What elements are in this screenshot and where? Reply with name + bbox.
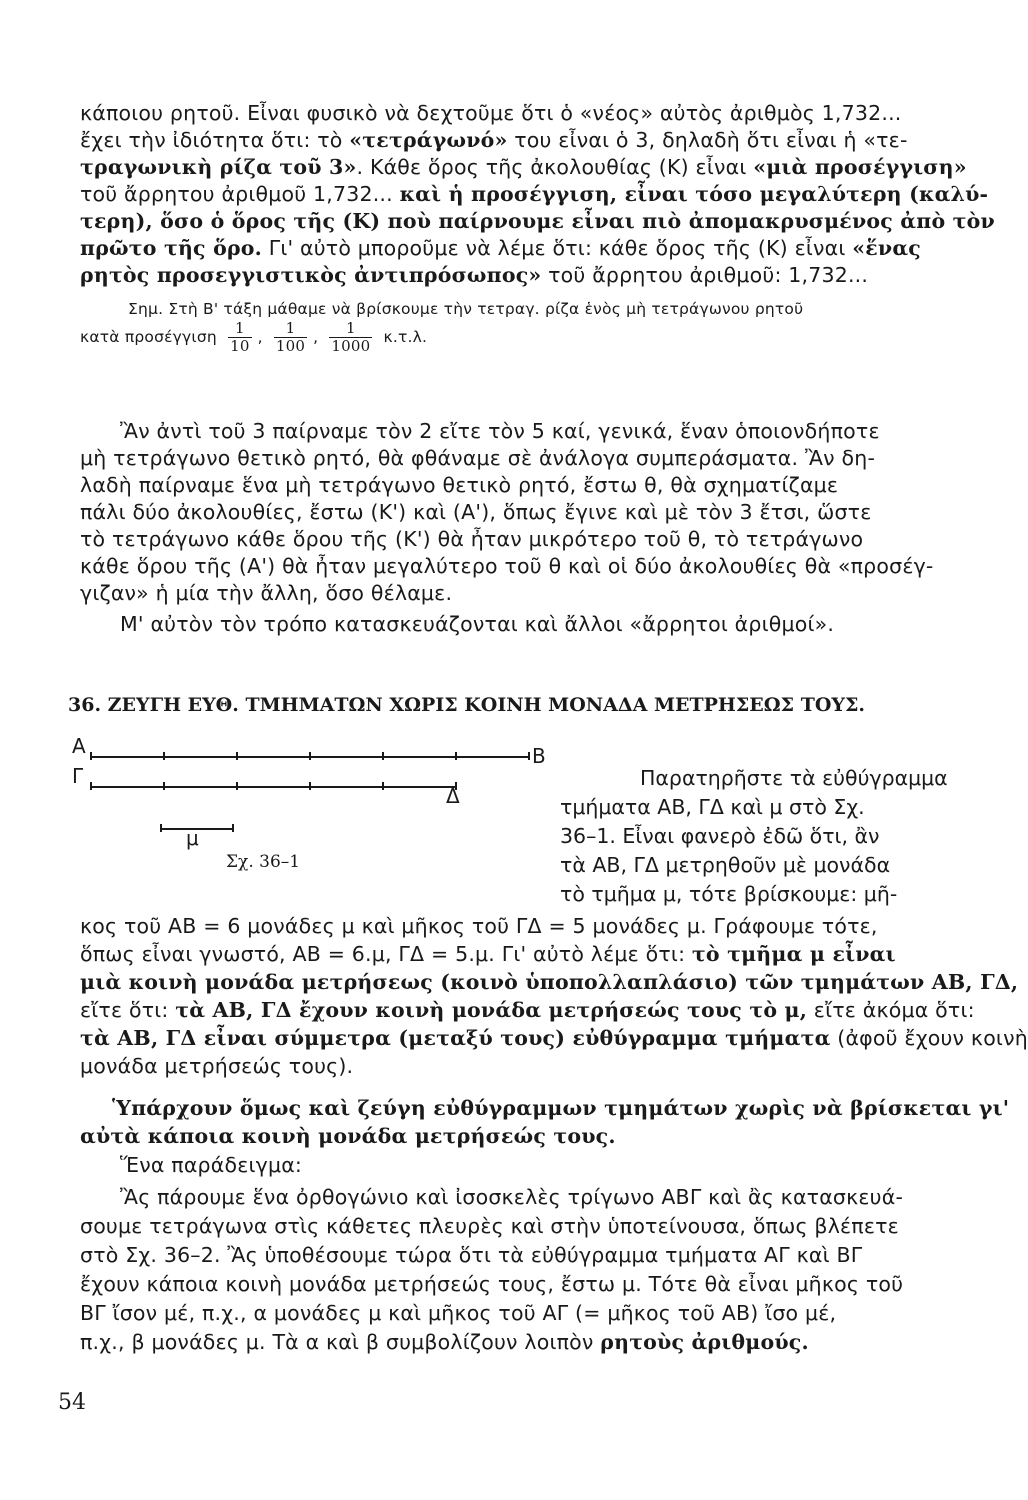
text-seg-bold: «ἕνας bbox=[852, 236, 921, 260]
note-prefix: κατὰ προσέγγιση bbox=[80, 328, 217, 346]
text-line-mid-7: γιζαν» ἡ μία τὴν ἄλλη, ὅσο θέλαμε. bbox=[80, 581, 453, 605]
tick bbox=[163, 782, 165, 790]
text-line-mid-8: Μ' αὐτὸν τὸν τρόπο κατασκευάζονται καὶ ἄλλοι «ἄρρητοι ἀριθμοί». bbox=[120, 612, 835, 636]
fraction-den: 1000 bbox=[331, 337, 371, 355]
text-seg: ἔχουν κάποια κοινὴ μονάδα μετρήσεώς τους, ἔστω μ. Τότε θὰ εἶναι μῆκος τοῦ bbox=[80, 1272, 904, 1296]
text-line-bottom-7 bbox=[112, 1095, 1010, 1121]
tick bbox=[90, 782, 92, 790]
text-line-bottom-15 bbox=[80, 1329, 925, 1355]
page-number: 54 bbox=[58, 1390, 86, 1415]
text-seg: ὅπως εἶναι γνωστό, ΑΒ = 6.μ, ΓΔ = 5.μ. Γι' αὐτὸ λέμε ὅτι: bbox=[80, 942, 692, 966]
text-seg-bold: Ὑπάρχουν ὅμως καὶ ζεύγη εὐθύγραμμων τμημάτων χωρὶς νὰ βρίσκεται γι' bbox=[112, 1096, 1010, 1120]
label-a: Α bbox=[72, 734, 86, 758]
text-seg-bold: τὰ ΑΒ, ΓΔ εἶναι σύμμετρα (μεταξύ τους) εὐθύγραμμα τμήματα bbox=[80, 1026, 831, 1050]
text-line-mid-6: κάθε ὅρου τῆς (Α') θὰ ἦταν μεγαλύτερο τοῦ θ καὶ οἱ δύο ἀκολουθίες θὰ «προσέγ- bbox=[80, 554, 934, 578]
note-suffix: κ.τ.λ. bbox=[383, 328, 428, 346]
tick bbox=[382, 752, 384, 760]
text-seg-bold: πρῶτο τῆς ὅρο. bbox=[80, 236, 262, 260]
text-seg: Γι' αὐτὸ μποροῦμε νὰ λέμε ὅτι: κάθε ὅρος τῆς (Κ) εἶναι bbox=[262, 236, 853, 260]
text-seg: κος τοῦ ΑΒ = 6 μονάδες μ καὶ μῆκος τοῦ ΓΔ = 5 μονάδες μ. Γράφουμε τότε, bbox=[80, 914, 878, 938]
tick bbox=[236, 782, 238, 790]
text-line-mid-1: Ἂν ἀντὶ τοῦ 3 παίρναμε τὸν 2 εἴτε τὸν 5 καί, γενικά, ἕναν ὁποιονδήποτε bbox=[120, 419, 880, 443]
fraction-num: 1 bbox=[274, 320, 307, 338]
text-seg: π.χ., β μονάδες μ. Τὰ α καὶ β συμβολίζουν λοιπὸν bbox=[80, 1330, 601, 1354]
figure-caption: Σχ. 36–1 bbox=[226, 852, 301, 872]
label-g: Γ bbox=[72, 764, 84, 788]
text-seg: στὸ Σχ. 36–2. Ἂς ὑποθέσουμε τώρα ὅτι τὰ εὐθύγραμμα τμήματα ΑΓ καὶ ΒΓ bbox=[80, 1243, 863, 1267]
text-seg: κάποιου ρητοῦ. Εἶναι φυσικὸ νὰ δεχτοῦμε ὅτι ὁ «νέος» αὐτὸς ἀριθμὸς 1,732... bbox=[80, 101, 902, 125]
text-line-top-3 bbox=[80, 154, 967, 180]
text-seg: εἴτε ὅτι: bbox=[80, 998, 176, 1022]
text-line-top-1 bbox=[80, 100, 925, 126]
text-seg-bold: «τετράγωνό» bbox=[349, 128, 508, 152]
text-line-bottom-8 bbox=[80, 1123, 925, 1149]
text-line-bottom-1 bbox=[80, 913, 925, 939]
text-line-bottom-12 bbox=[80, 1242, 925, 1268]
text-line-top-7 bbox=[80, 262, 925, 288]
text-seg-bold: τὸ τμῆμα μ εἶναι bbox=[691, 942, 896, 966]
text-line-bottom-6 bbox=[80, 1053, 925, 1079]
side-line-2: τμήματα ΑΒ, ΓΔ καὶ μ στὸ Σχ. bbox=[560, 795, 865, 819]
fraction-3 bbox=[329, 320, 372, 355]
text-line-mid-3: λαδὴ παίρναμε ἕνα μὴ τετράγωνο θετικὸ ρητό, ἔστω θ, θὰ σχηματίζαμε bbox=[80, 473, 839, 497]
text-line-mid-2: μὴ τετράγωνο θετικὸ ρητό, θὰ φθάναμε σὲ ἀνάλογα συμπεράσματα. Ἂν δη- bbox=[80, 446, 876, 470]
text-line-top-2 bbox=[80, 127, 925, 153]
tick bbox=[309, 782, 311, 790]
tick bbox=[236, 752, 238, 760]
text-line-top-5 bbox=[80, 208, 995, 234]
text-seg: τοῦ ἄρρητου ἀριθμοῦ 1,732... bbox=[80, 182, 400, 206]
text-seg: (ἀφοῦ ἔχουν κοινὴ bbox=[830, 1026, 1028, 1050]
segment-gd bbox=[90, 786, 456, 788]
text-seg: ΒΓ ἴσον μέ, π.χ., α μονάδες μ καὶ μῆκος τοῦ ΑΓ (= μῆκος τοῦ ΑΒ) ἴσο μέ, bbox=[80, 1301, 837, 1325]
fraction-num: 1 bbox=[329, 320, 372, 338]
tick bbox=[455, 752, 457, 760]
frac-sep: , bbox=[313, 328, 319, 346]
text-line-bottom-5 bbox=[80, 1025, 1028, 1051]
frac-sep: , bbox=[257, 328, 263, 346]
text-line-bottom-11 bbox=[80, 1213, 925, 1239]
text-line-top-4 bbox=[80, 181, 989, 207]
text-seg-bold: μιὰ κοινὴ μονάδα μετρήσεως (κοινὸ ὑποπολλαπλάσιο) τῶν τμημάτων ΑΒ, ΓΔ, bbox=[80, 970, 1019, 994]
fraction-den: 100 bbox=[275, 337, 306, 355]
text-line-bottom-10 bbox=[120, 1184, 965, 1210]
text-line-bottom-13 bbox=[80, 1271, 925, 1297]
side-line-1: Παρατηρῆστε τὰ εὐθύγραμμα bbox=[640, 766, 948, 790]
text-seg: σουμε τετράγωνα στὶς κάθετες πλευρὲς καὶ στὴν ὑποτείνουσα, ὅπως βλέπετε bbox=[80, 1214, 899, 1238]
tick bbox=[528, 752, 530, 760]
tick bbox=[90, 752, 92, 760]
side-line-4: τὰ ΑΒ, ΓΔ μετρηθοῦν μὲ μονάδα bbox=[560, 853, 891, 877]
label-mu: μ bbox=[186, 826, 199, 850]
tick bbox=[382, 782, 384, 790]
text-seg-bold: τὰ ΑΒ, ΓΔ ἔχουν κοινὴ μονάδα μετρήσεώς τους τὸ μ, bbox=[175, 998, 808, 1022]
text-line-mid-5: τὸ τετράγωνο κάθε ὅρου τῆς (Κ') θὰ ἦταν μικρότερο τοῦ θ, τὸ τετράγωνο bbox=[80, 527, 864, 551]
text-line-top-6 bbox=[80, 235, 925, 261]
fraction-den: 10 bbox=[230, 337, 250, 355]
text-seg: Ἕνα παράδειγμα: bbox=[120, 1153, 303, 1177]
text-seg: τοῦ ἄρρητου ἀριθμοῦ: 1,732... bbox=[541, 263, 869, 287]
fraction-num: 1 bbox=[228, 320, 252, 338]
text-line-bottom-9 bbox=[120, 1152, 965, 1178]
fraction-1 bbox=[228, 320, 252, 355]
text-seg: εἴτε ἀκόμα ὅτι: bbox=[807, 998, 975, 1022]
text-seg-bold: τερη), ὅσο ὁ ὅρος τῆς (Κ) ποὺ παίρνουμε εἶναι πιὸ ἀπομακρυσμένος ἀπὸ τὸν bbox=[80, 209, 995, 233]
text-seg: Ἂς πάρουμε ἕνα ὀρθογώνιο καὶ ἰσοσκελὲς τρίγωνο ΑΒΓ καὶ ἂς κατασκευά- bbox=[120, 1185, 904, 1209]
fraction-2 bbox=[274, 320, 307, 355]
text-seg-bold: τραγωνικὴ ρίζα τοῦ 3» bbox=[80, 155, 357, 179]
text-seg: . Κάθε ὅρος τῆς ἀκολουθίας (Κ) εἶναι bbox=[356, 155, 754, 179]
text-seg: του εἶναι ὁ 3, δηλαδὴ ὅτι εἶναι ἡ «τε- bbox=[507, 128, 908, 152]
text-seg: μονάδα μετρήσεώς τους). bbox=[80, 1054, 354, 1078]
note-approx-line bbox=[80, 318, 680, 356]
tick bbox=[309, 752, 311, 760]
text-seg-bold: «μιὰ προσέγγιση» bbox=[753, 155, 967, 179]
side-line-5: τὸ τμῆμα μ, τότε βρίσκουμε: μῆ- bbox=[560, 882, 898, 906]
section-heading: 36. ΖΕΥΓΗ ΕΥΘ. ΤΜΗΜΑΤΩΝ ΧΩΡΙΣ ΚΟΙΝΗ ΜΟΝΑΔΑ ΜΕΤΡΗΣΕΩΣ ΤΟΥΣ. bbox=[68, 694, 866, 716]
side-line-3: 36–1. Εἶναι φανερὸ ἐδῶ ὅτι, ἂν bbox=[560, 824, 880, 848]
text-seg: ἔχει τὴν ἰδιότητα ὅτι: τὸ bbox=[80, 128, 350, 152]
text-line-mid-4: πάλι δύο ἀκολουθίες, ἔστω (Κ') καὶ (Α'), ὅπως ἔγινε καὶ μὲ τὸν 3 ἔτσι, ὥστε bbox=[80, 500, 872, 524]
text-seg-bold: ρητοὺς ἀριθμούς. bbox=[600, 1330, 809, 1354]
text-seg-bold: καὶ ἡ προσέγγιση, εἶναι τόσο μεγαλύτερη (καλύ- bbox=[399, 182, 989, 206]
tick bbox=[163, 752, 165, 760]
note-line: Σημ. Στὴ Β' τάξη μάθαμε νὰ βρίσκουμε τὴν τετραγ. ρίζα ἑνὸς μὴ τετράγωνου ρητοῦ bbox=[128, 300, 804, 318]
text-line-bottom-14 bbox=[80, 1300, 925, 1326]
text-line-bottom-2 bbox=[80, 941, 925, 967]
text-line-bottom-4 bbox=[80, 997, 975, 1023]
text-seg-bold: ρητὸς προσεγγιστικὸς ἀντιπρόσωπος» bbox=[80, 263, 542, 287]
tick bbox=[232, 824, 234, 832]
label-b: Β bbox=[532, 744, 546, 768]
tick bbox=[160, 824, 162, 832]
text-line-bottom-3 bbox=[80, 969, 1019, 995]
text-seg-bold: αὐτὰ κάποια κοινὴ μονάδα μετρήσεώς τους. bbox=[80, 1124, 616, 1148]
label-d: Δ bbox=[446, 784, 460, 808]
